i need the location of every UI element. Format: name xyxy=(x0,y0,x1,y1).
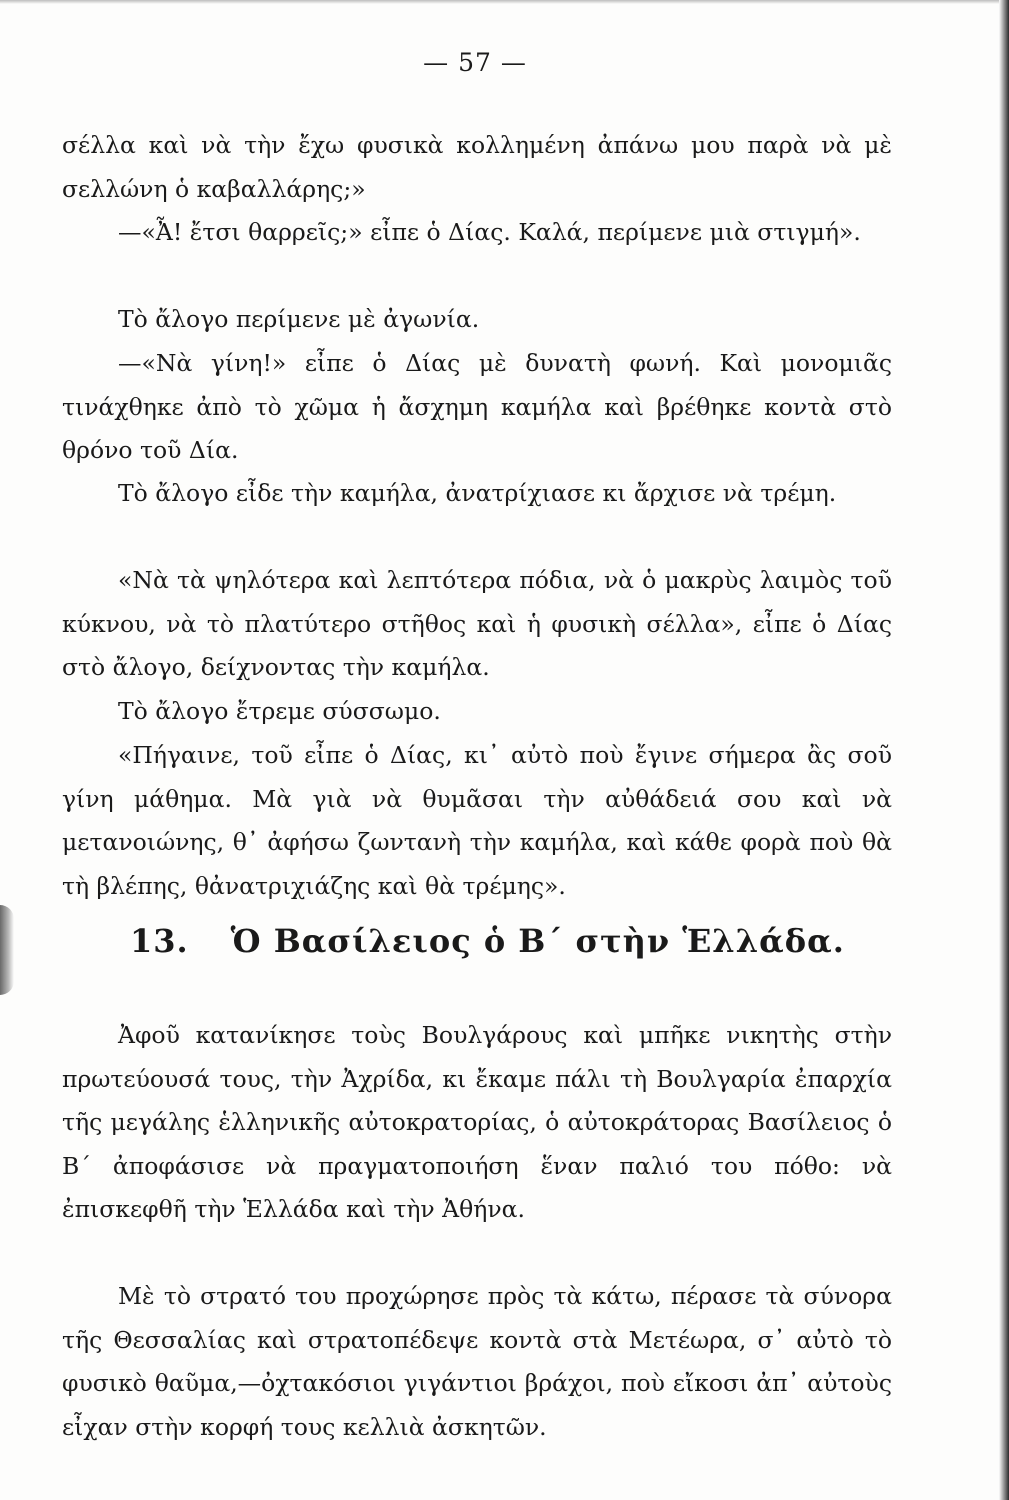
section-number: 13. xyxy=(130,922,189,960)
section-heading xyxy=(130,922,910,960)
paragraph-basil-2: Μὲ τὸ στρατό του προχώρησε πρὸς τὰ κάτω, πέρασε τὰ σύνορα τῆς Θεσσαλίας καὶ στρατοπέδεψε κοντὰ στὰ Μετέωρα, σ᾿ αὐτὸ τὸ φυσικὸ θαῦμα,—ὀχτακόσιοι γιγάντιοι βράχοι, ποὺ εἴκοσι ἀπ᾿ αὐτοὺς εἶχαν στὴν κορφή τους κελλιὰ ἀσκητῶν. xyxy=(62,1282,892,1441)
paragraph-zeus-speech-1: «Νὰ τὰ ψηλότερα καὶ λεπτότερα πόδια, νὰ ὁ μακρὺς λαιμὸς τοῦ κύκνου, νὰ τὸ πλατύτερο στῆθος καὶ ἡ φυσικὴ σέλλα», εἶπε ὁ Δίας στὸ ἄλογο, δείχνοντας τὴν καμήλα. xyxy=(62,566,892,682)
paragraph-dialogue-2: —«Νὰ γίνη!» εἶπε ὁ Δίας μὲ δυνατὴ φωνή. Καὶ μονομιᾶς τινάχθηκε ἀπὸ τὸ χῶμα ἡ ἄσχημη καμήλα καὶ βρέθηκε κοντὰ στὸ θρόνο τοῦ Δία. xyxy=(62,349,892,465)
paragraph-horse-trembles: Τὸ ἄλογο ἔτρεμε σύσσωμο. xyxy=(118,697,441,725)
top-page-edge xyxy=(0,0,1009,4)
paragraph-zeus-speech-2: «Πήγαινε, τοῦ εἶπε ὁ Δίας, κι᾿ αὐτὸ ποὺ ἔγινε σήμερα ἂς σοῦ γίνη μάθημα. Μὰ γιὰ νὰ θυμᾶσαι τὴν αὐθάδειά σου καὶ νὰ μετανοιώνης, θ᾿ ἀφήσω ζωντανὴ τὴν καμήλα, καὶ κάθε φορὰ ποὺ θὰ τὴ βλέπης, θἀνατριχιάζης καὶ θὰ τρέμης». xyxy=(62,741,892,900)
page-number: — 57 — xyxy=(423,48,527,77)
paragraph-dialogue-1: —«Ἆ! ἔτσι θαρρεῖς;» εἶπε ὁ Δίας. Καλά, περίμενε μιὰ στιγμή». xyxy=(118,218,861,246)
section-title: Ὁ Βασίλειος ὁ Β´ στὴν Ἑλλάδα. xyxy=(230,922,845,960)
paragraph-horse-sees-camel: Τὸ ἄλογο εἶδε τὴν καμήλα, ἀνατρίχιασε κι ἄρχισε νὰ τρέμη. xyxy=(118,479,837,507)
paragraph-continuation: σέλλα καὶ νὰ τὴν ἔχω φυσικὰ κολλημένη ἀπάνω μου παρὰ νὰ μὲ σελλώνη ὁ καβαλλάρης;» xyxy=(62,131,892,203)
right-page-edge-shadow xyxy=(999,0,1009,1500)
paragraph-horse-waits: Τὸ ἄλογο περίμενε μὲ ἀγωνία. xyxy=(118,305,480,333)
paragraph-basil-1: Ἀφοῦ κατανίκησε τοὺς Βουλγάρους καὶ μπῆκε νικητὴς στὴν πρωτεύουσά τους, τὴν Ἀχρίδα, κι ἔκαμε πάλι τὴ Βουλγαρία ἐπαρχία τῆς μεγάλης ἑλληνικῆς αὐτοκρατορίας, ὁ αὐτοκράτορας Βασίλειος ὁ Β´ ἀποφάσισε νὰ πραγματοποιήση ἕναν παλιό του πόθο: νὰ ἐπισκεφθῆ τὴν Ἑλλάδα καὶ τὴν Ἀθήνα. xyxy=(62,1021,892,1224)
binding-hole-mark xyxy=(0,905,14,995)
